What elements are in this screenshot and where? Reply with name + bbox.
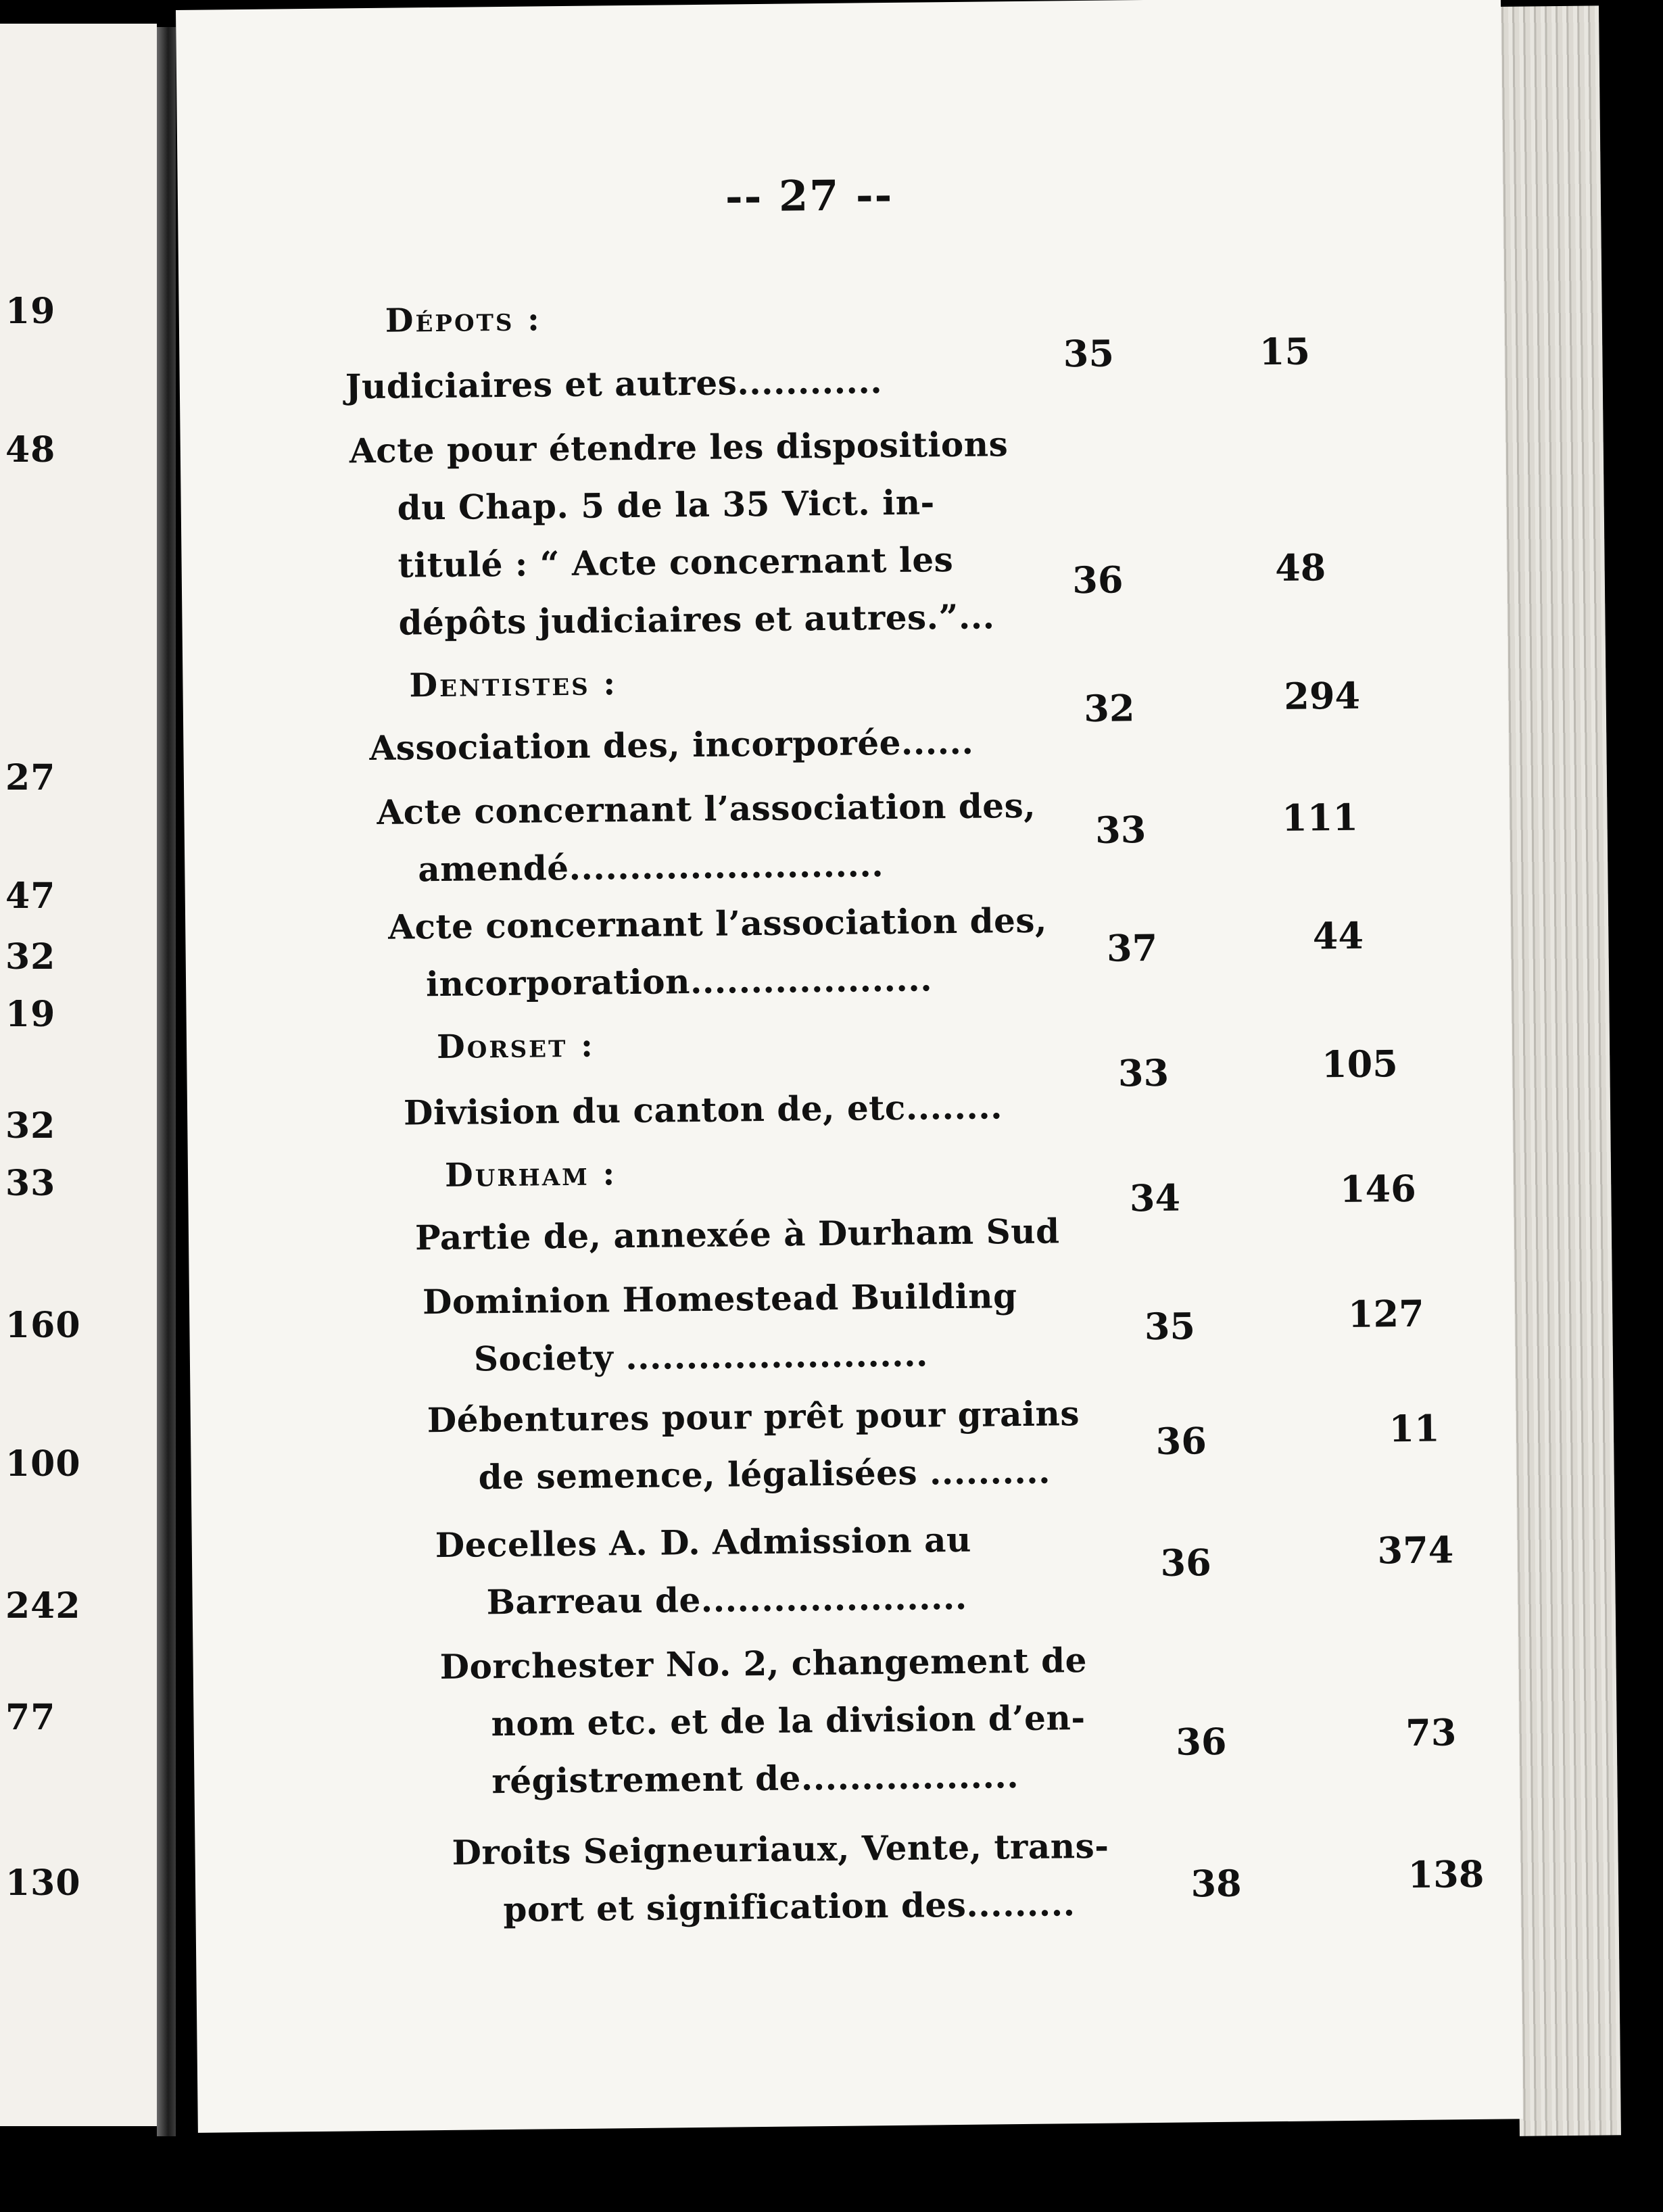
entry-line: dépôts judiciaires et autres.”...: [398, 596, 995, 643]
entry-line: Acte concernant l’association des,: [387, 900, 1048, 947]
volume-number: 36: [1175, 1719, 1227, 1764]
left-page-number: 32: [5, 1105, 56, 1147]
left-page-number: 19: [5, 994, 56, 1035]
entry-line: Dorchester No. 2, changement de: [439, 1640, 1088, 1687]
volume-number: 33: [1117, 1051, 1170, 1095]
entry-line: du Chap. 5 de la 35 Vict. in-: [397, 482, 936, 528]
left-page-number: 48: [5, 429, 56, 471]
section-heading: Durham :: [444, 1155, 617, 1195]
volume-number: 36: [1155, 1419, 1207, 1463]
left-page-number: 33: [5, 1163, 56, 1204]
section-heading: Dentistes :: [409, 665, 618, 705]
left-page-number: 242: [5, 1585, 81, 1627]
section-heading: Dorset :: [436, 1026, 596, 1067]
entry-line: régistrement de..................: [491, 1756, 1019, 1802]
volume-number: 38: [1190, 1861, 1243, 1906]
entry-line: incorporation....................: [425, 959, 933, 1005]
entry-line: Judiciaires et autres............: [345, 361, 883, 407]
volume-number: 37: [1106, 925, 1158, 970]
page-reference: 294: [1284, 673, 1361, 718]
book-gutter: [157, 27, 176, 2136]
page-reference: 73: [1405, 1710, 1457, 1755]
entry-line: Barreau de......................: [486, 1577, 968, 1622]
page-reference: 105: [1321, 1042, 1399, 1086]
left-page-number: 32: [5, 936, 56, 978]
page-reference: 48: [1274, 546, 1326, 590]
page-number: -- 27 --: [725, 170, 894, 222]
volume-number: 33: [1094, 808, 1147, 852]
volume-number: 35: [1144, 1304, 1196, 1349]
volume-number: 35: [1063, 331, 1115, 376]
page-reference: 146: [1339, 1166, 1417, 1211]
entry-line: Droits Seigneuriaux, Vente, trans-: [452, 1825, 1109, 1873]
left-page-number: 100: [5, 1443, 81, 1485]
entry-line: Acte pour étendre les dispositions: [349, 424, 1009, 471]
entry-line: Division du canton de, etc........: [403, 1086, 1003, 1133]
section-heading: Dépots :: [385, 300, 542, 340]
entry-line: Débentures pour prêt pour grains: [427, 1393, 1080, 1441]
page-reference: 44: [1312, 913, 1364, 958]
volume-number: 34: [1129, 1176, 1181, 1220]
entry-line: port et signification des.........: [503, 1883, 1076, 1930]
page-reference: 127: [1347, 1291, 1424, 1336]
left-page-number: 47: [5, 875, 56, 917]
entry-line: Society .........................: [473, 1334, 929, 1379]
left-page-number: 27: [5, 757, 56, 798]
entry-line: Partie de, annexée à Durham Sud: [414, 1211, 1060, 1258]
entry-line: titulé : “ Acte concernant les: [397, 539, 954, 585]
entry-line: amendé..........................: [418, 844, 884, 890]
left-page-number: 77: [5, 1697, 56, 1738]
page-reference: 374: [1377, 1528, 1454, 1572]
volume-number: 32: [1083, 686, 1135, 730]
left-page-number: 160: [5, 1305, 81, 1346]
volume-number: 36: [1071, 558, 1124, 602]
entry-line: Acte concernant l’association des,: [377, 785, 1036, 832]
entry-line: Dominion Homestead Building: [422, 1276, 1017, 1322]
left-page-number: 130: [5, 1862, 81, 1904]
page-reference: 11: [1389, 1406, 1440, 1451]
page-reference: 15: [1259, 329, 1311, 374]
page-reference: 138: [1407, 1852, 1485, 1897]
page-reference: 111: [1281, 795, 1359, 840]
index-page: [176, 0, 1523, 2133]
entry-line: de semence, légalisées ..........: [478, 1451, 1051, 1497]
entry-line: Association des, incorporée......: [369, 721, 974, 769]
left-page-number: 19: [5, 291, 56, 332]
entry-line: Decelles A. D. Admission au: [435, 1519, 972, 1566]
entry-line: nom etc. et de la division d’en-: [491, 1698, 1086, 1744]
volume-number: 36: [1160, 1541, 1212, 1585]
left-page-fragment: [0, 24, 157, 2126]
